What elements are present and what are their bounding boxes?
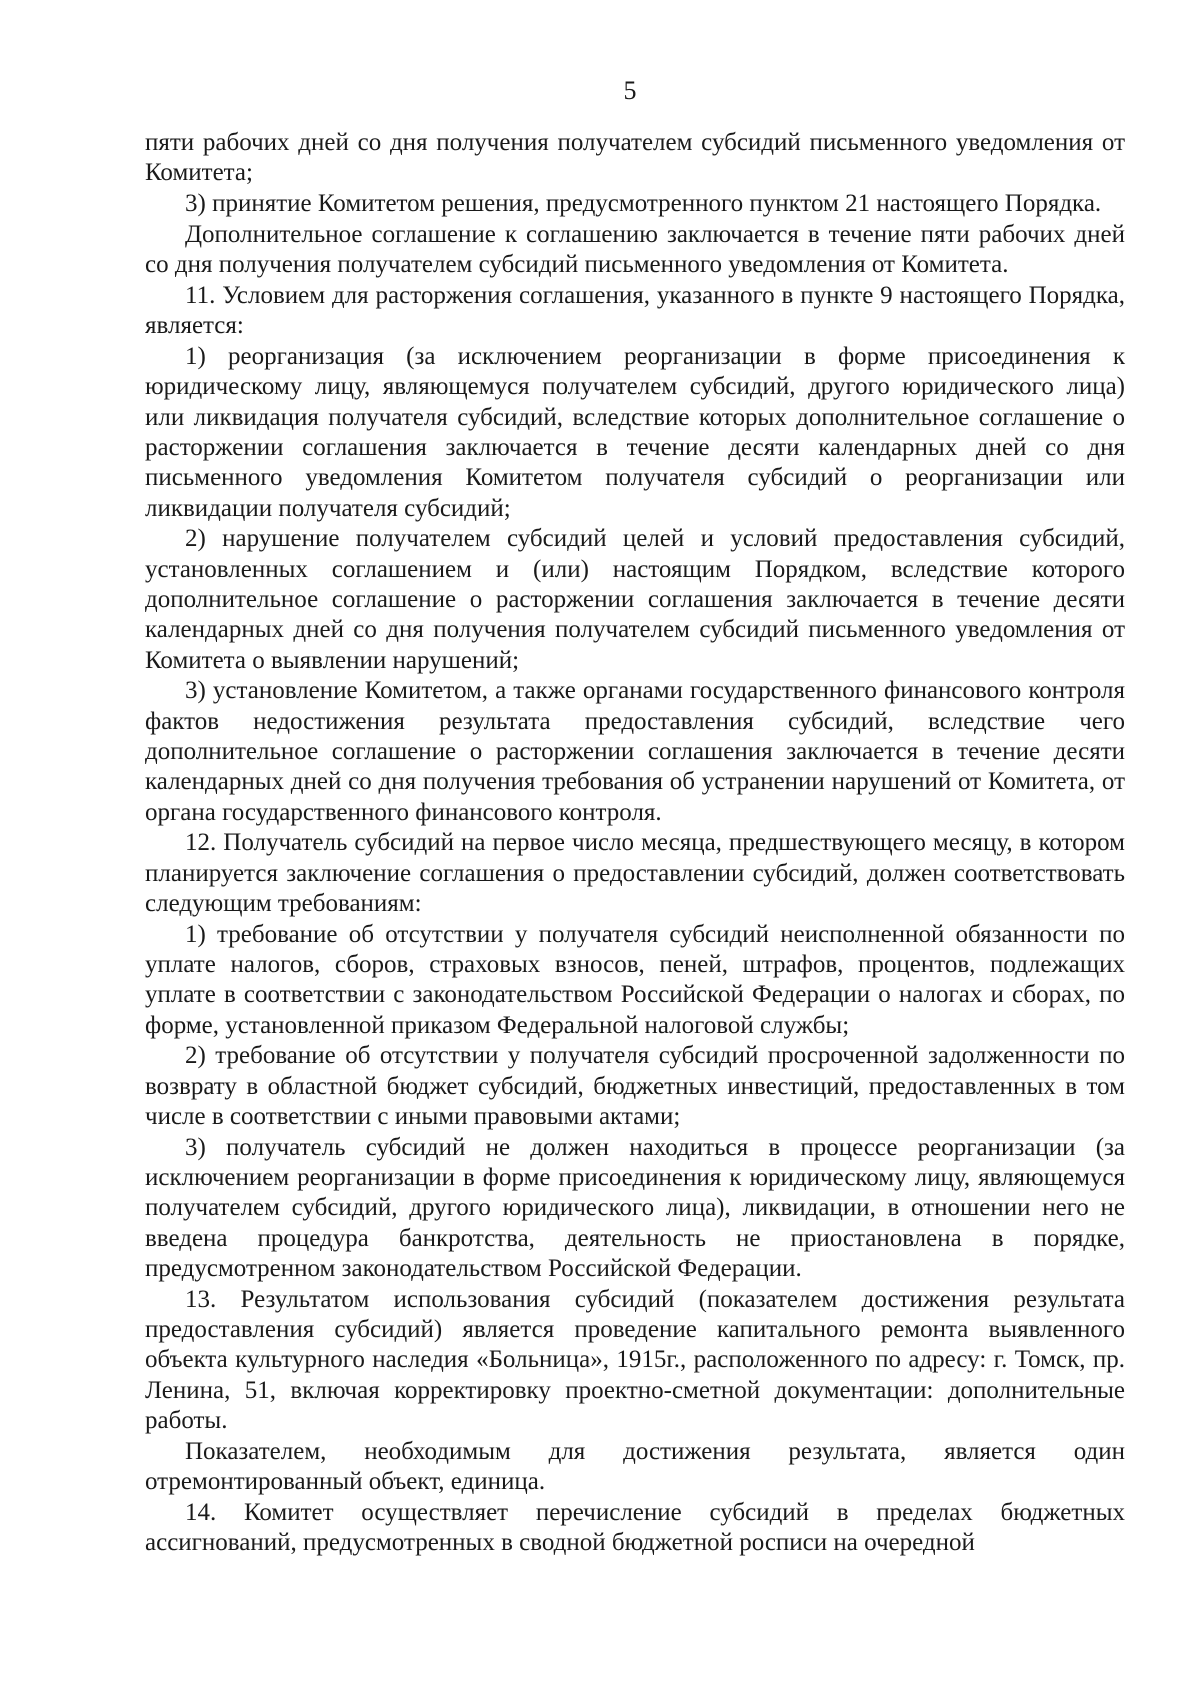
paragraph-section-11-item-1: 1) реорганизация (за исключением реорганизации в форме присоединения к юридическому лицу, являющемуся получателем субсидий, другого юридического лица) или ликвидация получателя субсидий, вследствие которых дополнительное соглашение о расторжении соглашения заключается в течение десяти календарных дней со дня письменного уведомления Комитетом получателя субсидий о реорганизации или ликвидации получателя субсидий; <box>145 343 1125 522</box>
paragraph-section-12-item-1: 1) требование об отсутствии у получателя субсидий неисполненной обязанности по уплате налогов, сборов, страховых взносов, пеней, штрафов, процентов, подлежащих уплате в соответствии с законодательством Российской Федерации о налогах и сборах, по форме, установленной приказом Федеральной налоговой службы; <box>145 920 1125 1039</box>
paragraph-section-11-item-2: 2) нарушение получателем субсидий целей и условий предоставления субсидий, установленных соглашением и (или) настоящим Порядком, вследствие которого дополнительное соглашение о расторжении соглашения заключается в течение десяти календарных дней со дня получения получателем субсидий письменного уведомления от Комитета о выявлении нарушений; <box>145 525 1125 674</box>
paragraph-item-3-committee-decision: 3) принятие Комитетом решения, предусмотренного пунктом 21 настоящего Порядка. <box>185 190 1102 218</box>
paragraph-section-11: 11. Условием для расторжения соглашения, указанного в пункте 9 настоящего Порядка, является: <box>145 281 1125 340</box>
document-body <box>145 128 1125 1558</box>
paragraph-section-12-item-3: 3) получатель субсидий не должен находиться в процессе реорганизации (за исключением реорганизации в форме присоединения к юридическому лицу, являющемуся получателем субсидий, другого юридического лица), ликвидации, в отношении него не введена процедура банкротства, деятельность не приостановлена в порядке, предусмотренном законодательством Российской Федерации. <box>145 1133 1125 1282</box>
paragraph-continuation: пяти рабочих дней со дня получения получателем субсидий письменного уведомления от Комитета; <box>145 129 1125 187</box>
page-number: 5 <box>623 76 637 105</box>
paragraph-indicator: Показателем, необходимым для достижения результата, является один отремонтированный объект, единица. <box>145 1437 1125 1496</box>
paragraph-section-11-item-3: 3) установление Комитетом, а также органами государственного финансового контроля фактов недостижения результата предоставления субсидий, вследствие чего дополнительное соглашение о расторжении соглашения заключается в течение десяти календарных дней со дня получения требования об устранении нарушений от Комитета, от органа государственного финансового контроля. <box>145 677 1125 826</box>
paragraph-section-12: 12. Получатель субсидий на первое число месяца, предшествующего месяцу, в котором планируется заключение соглашения о предоставлении субсидий, должен соответствовать следующим требованиям: <box>145 829 1125 917</box>
paragraph-section-14: 14. Комитет осуществляет перечисление субсидий в пределах бюджетных ассигнований, предусмотренных в сводной бюджетной росписи на очередной <box>145 1498 1125 1557</box>
paragraph-additional-agreement: Дополнительное соглашение к соглашению заключается в течение пяти рабочих дней со дня получения получателем субсидий письменного уведомления от Комитета. <box>145 220 1125 279</box>
paragraph-section-12-item-2: 2) требование об отсутствии у получателя субсидий просроченной задолженности по возврату в областной бюджет субсидий, бюджетных инвестиций, предоставленных в том числе в соответствии с иными правовыми актами; <box>145 1042 1125 1130</box>
paragraph-section-13: 13. Результатом использования субсидий (показателем достижения результата предоставления субсидий) является проведение капитального ремонта выявленного объекта культурного наследия «Больница», 1915г., расположенного по адресу: г. Томск, пр. Ленина, 51, включая корректировку проектно-сметной документации: дополнительные работы. <box>145 1285 1125 1434</box>
